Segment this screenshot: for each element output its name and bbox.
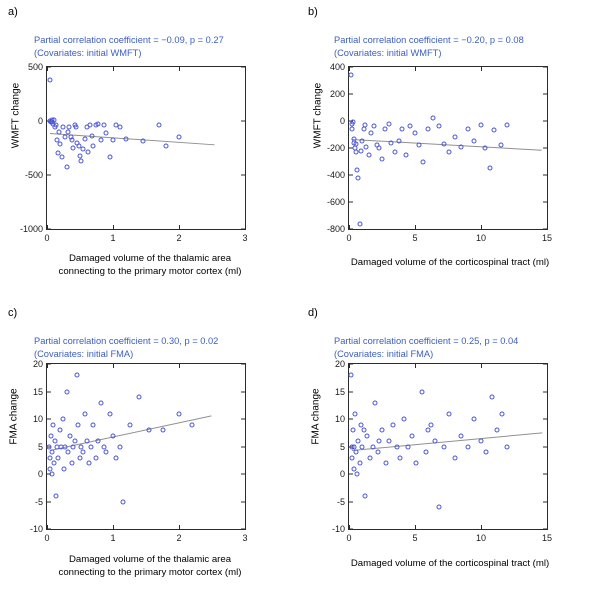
data-point [505, 123, 510, 128]
data-point [107, 154, 112, 159]
data-point [71, 444, 76, 449]
panel-b-y-tick-label: 400 [329, 62, 345, 72]
panel-b-x-axis-label-line1: Damaged volume of the corticospinal tract (ml) [350, 257, 550, 268]
panel-c-x-tick-mark-top [179, 364, 180, 368]
panel-c-x-tick-mark-top [245, 364, 246, 368]
data-point [368, 455, 373, 460]
data-point [356, 175, 361, 180]
panel-b-annotation-line2: (Covariates: initial WMFT) [334, 48, 442, 58]
data-point [465, 127, 470, 132]
data-point [465, 444, 470, 449]
panel-b-y-axis-label: WMFT change [312, 82, 324, 149]
data-point [472, 139, 477, 144]
panel-c-y-tick-label: 20 [32, 359, 43, 369]
data-point [111, 433, 116, 438]
data-point [380, 428, 385, 433]
data-point [58, 142, 63, 147]
panel-b-y-tick-label: 200 [329, 89, 345, 99]
panel-a-annotation [34, 34, 296, 60]
data-point [428, 422, 433, 427]
data-point [370, 444, 375, 449]
panel-b-y-tick-mark-right [543, 94, 547, 95]
data-point [79, 158, 84, 163]
data-point [398, 455, 403, 460]
panel-b-x-tick-mark-top [415, 67, 416, 71]
data-point [442, 444, 447, 449]
panel-a-letter: a) [8, 6, 18, 18]
data-point [56, 455, 61, 460]
panel-d-y-tick-mark-right [543, 419, 547, 420]
data-point [386, 439, 391, 444]
panel-d-letter: d) [308, 307, 318, 319]
data-point [52, 439, 57, 444]
data-point [76, 422, 81, 427]
panel-a-x-tick-mark-top [245, 67, 246, 71]
data-point [350, 428, 355, 433]
panel-a-y-tick-mark-right [241, 175, 245, 176]
data-point [50, 422, 55, 427]
panel-c-y-tick-label: 15 [32, 386, 43, 397]
data-point [479, 123, 484, 128]
panel-d-x-tick-label: 10 [475, 533, 487, 543]
panel-c-annotation-line1: Partial correlation coefficient = 0.30, p = 0.02 [34, 336, 219, 346]
data-point [177, 135, 182, 140]
data-point [373, 400, 378, 405]
panel-c-plot-area [29, 359, 248, 543]
panel-d-y-tick-label: 20 [334, 359, 345, 369]
data-point [482, 146, 487, 151]
data-point [91, 144, 96, 149]
panel-c-y-tick-label: 0 [37, 469, 43, 479]
data-point [413, 131, 418, 136]
panel-d-annotation-line1: Partial correlation coefficient = 0.25, p = 0.04 [334, 336, 519, 346]
panel-a-x-tick-mark-top [113, 67, 114, 71]
panel-d-y-tick-mark [349, 474, 353, 475]
data-point [364, 144, 369, 149]
panel-a-x-tick-mark-top [179, 67, 180, 71]
panel-d [300, 301, 600, 601]
panel-c-y-tick-mark [47, 391, 51, 392]
data-point [91, 422, 96, 427]
panel-a-x-tick-label: 2 [176, 233, 182, 243]
data-point [87, 123, 92, 128]
data-point [157, 122, 162, 127]
panel-d-x-axis-label-line1: Damaged volume of the corticospinal tract (ml) [350, 558, 550, 569]
data-point [377, 146, 382, 151]
data-point [380, 156, 385, 161]
panel-d-y-tick-label: 0 [339, 469, 345, 479]
data-point [386, 122, 391, 127]
data-point [377, 439, 382, 444]
data-point [452, 455, 457, 460]
data-point [57, 428, 62, 433]
panel-b-y-tick-mark-right [543, 121, 547, 122]
panel-d-y-tick-mark [349, 501, 353, 502]
panel-b-y-tick-mark [349, 202, 353, 203]
data-point [101, 123, 106, 128]
panel-b-y-tick-label: -800 [326, 224, 345, 234]
data-point [431, 116, 436, 121]
panel-a-plot-area [19, 62, 248, 243]
panel-b-y-tick-mark-right [543, 148, 547, 149]
data-point [70, 461, 75, 466]
panel-a-annotation-line2: (Covariates: initial WMFT) [34, 48, 142, 58]
data-point [410, 433, 415, 438]
panel-c-x-tick-label: 0 [44, 533, 50, 543]
data-point [51, 461, 56, 466]
panel-c [0, 301, 300, 601]
data-point [78, 455, 83, 460]
data-point [62, 135, 67, 140]
data-point [350, 455, 355, 460]
panel-d-x-tick-label: 0 [346, 533, 352, 543]
data-point [505, 444, 510, 449]
data-point [78, 153, 83, 158]
data-point [56, 130, 61, 135]
data-point [376, 450, 381, 455]
data-point [64, 389, 69, 394]
panel-a-x-tick-label: 3 [242, 233, 248, 243]
data-point [362, 123, 367, 128]
data-point [140, 138, 145, 143]
panel-a-annotation-line1: Partial correlation coefficient = −0.09, p = 0.27 [34, 35, 224, 45]
data-point [147, 428, 152, 433]
data-point [160, 428, 165, 433]
panel-d-annotation-line2: (Covariates: initial FMA) [334, 349, 434, 359]
data-point [406, 444, 411, 449]
panel-b-x-tick-label: 0 [346, 233, 352, 243]
data-point [383, 461, 388, 466]
panel-c-x-axis-label [10, 553, 290, 579]
panel-d-x-tick-label: 5 [412, 533, 418, 543]
panel-c-x-tick-label: 1 [110, 533, 116, 543]
data-point [498, 143, 503, 148]
data-point [117, 444, 122, 449]
panel-c-x-tick-label: 3 [242, 533, 248, 543]
data-point [447, 150, 452, 155]
data-point [397, 139, 402, 144]
panel-b [300, 0, 600, 300]
data-point [382, 127, 387, 132]
data-point [362, 494, 367, 499]
data-point [93, 455, 98, 460]
data-point [472, 417, 477, 422]
panel-b-y-tick-label: 0 [339, 116, 345, 126]
panel-b-y-tick-label: -600 [326, 197, 345, 207]
data-point [358, 148, 363, 153]
data-point [414, 461, 419, 466]
data-point [353, 450, 358, 455]
panel-d-x-tick-label: 15 [541, 533, 553, 543]
panel-c-x-axis-label-line1: Damaged volume of the thalamic area [68, 554, 232, 565]
panel-d-y-tick-label: -10 [331, 524, 345, 534]
data-point [190, 422, 195, 427]
data-point [104, 450, 109, 455]
data-point [99, 400, 104, 405]
data-point [79, 444, 84, 449]
data-point [59, 154, 64, 159]
data-point [354, 141, 359, 146]
data-point [399, 127, 404, 132]
data-point [369, 131, 374, 136]
panel-b-annotation-line1: Partial correlation coefficient = −0.20, p = 0.08 [334, 35, 524, 45]
data-point [489, 395, 494, 400]
panel-d-y-tick-mark-right [543, 446, 547, 447]
data-point [452, 135, 457, 140]
data-point [96, 122, 101, 127]
data-point [74, 373, 79, 378]
panel-c-y-tick-label: -5 [34, 496, 43, 507]
data-point [50, 450, 55, 455]
data-point [66, 129, 71, 134]
panel-c-x-axis-label-line2: connecting to the primary motor cortex (ml) [58, 567, 242, 578]
data-point [67, 125, 72, 130]
panel-d-x-tick-mark-top [547, 364, 548, 368]
data-point [420, 159, 425, 164]
data-point [354, 472, 359, 477]
data-point [350, 127, 355, 132]
data-point [352, 411, 357, 416]
data-point [68, 433, 73, 438]
panel-a-y-tick-label: -500 [24, 170, 43, 180]
panel-b-x-tick-mark-top [349, 67, 350, 71]
panel-a [0, 0, 300, 300]
data-point [63, 444, 68, 449]
data-point [96, 439, 101, 444]
panel-c-y-tick-mark-right [241, 501, 245, 502]
panel-d-y-tick-mark-right [543, 474, 547, 475]
data-point [407, 123, 412, 128]
panel-a-x-axis-label [10, 252, 290, 278]
panel-c-letter: c) [8, 307, 18, 319]
panel-b-annotation [334, 34, 596, 60]
panel-b-y-tick-mark-right [543, 202, 547, 203]
data-point [117, 125, 122, 130]
data-point [163, 143, 168, 148]
data-point [426, 127, 431, 132]
data-point [86, 461, 91, 466]
data-point [85, 150, 90, 155]
data-point [357, 221, 362, 226]
panel-c-y-axis-label: FMA change [8, 388, 20, 445]
panel-c-y-tick-mark-right [241, 391, 245, 392]
data-point [137, 395, 142, 400]
panel-b-plot-area [326, 62, 553, 243]
panel-a-y-axis-label: WMFT change [10, 82, 22, 149]
data-point [71, 146, 76, 151]
data-point [416, 143, 421, 148]
data-point [442, 141, 447, 146]
data-point [348, 373, 353, 378]
panel-b-x-tick-label: 15 [541, 233, 553, 243]
panel-a-x-tick-label: 0 [44, 233, 50, 243]
data-point [49, 472, 54, 477]
data-point [358, 422, 363, 427]
data-point [366, 152, 371, 157]
panel-c-annotation-line2: (Covariates: initial FMA) [34, 349, 134, 359]
panel-a-x-tick-label: 1 [110, 233, 116, 243]
data-point [360, 444, 365, 449]
panel-c-y-tick-mark-right [241, 474, 245, 475]
data-point [432, 439, 437, 444]
panel-b-x-tick-label: 5 [412, 233, 418, 243]
data-point [393, 150, 398, 155]
panel-a-x-axis-label-line1: Damaged volume of the thalamic area [68, 253, 232, 264]
data-point [356, 439, 361, 444]
data-point [459, 144, 464, 149]
panel-d-y-axis-label: FMA change [310, 388, 322, 445]
data-point [492, 128, 497, 133]
data-point [72, 439, 77, 444]
data-point [459, 433, 464, 438]
panel-d-y-tick-mark [349, 391, 353, 392]
panel-b-y-tick-label: -400 [326, 170, 345, 180]
panel-a-y-tick-label: -1000 [19, 224, 43, 234]
data-point [484, 450, 489, 455]
panel-d-y-tick-label: 10 [334, 414, 345, 424]
data-point [120, 499, 125, 504]
panel-c-annotation [34, 335, 296, 361]
panel-b-x-axis-label [310, 256, 590, 269]
data-point [70, 138, 75, 143]
panel-a-x-axis-label-line2: connecting to the primary motor cortex (ml) [58, 266, 242, 277]
panel-b-y-tick-mark [349, 94, 353, 95]
data-point [48, 77, 53, 82]
panel-d-y-tick-label: 5 [339, 441, 345, 452]
panel-b-y-tick-label: -200 [326, 143, 345, 153]
data-point [390, 422, 395, 427]
data-point [403, 152, 408, 157]
panel-d-x-axis-label [310, 557, 590, 570]
panel-a-y-tick-label: 500 [27, 62, 43, 72]
panel-c-y-tick-mark-right [241, 419, 245, 420]
panel-c-y-tick-label: 10 [32, 414, 43, 424]
panel-c-y-tick-label: 5 [37, 441, 43, 452]
panel-c-y-tick-mark [47, 419, 51, 420]
panel-a-y-tick-label: 0 [37, 116, 43, 126]
data-point [372, 124, 377, 129]
data-point [83, 411, 88, 416]
panel-d-x-tick-mark-top [481, 364, 482, 368]
data-point [348, 73, 353, 78]
panel-c-y-tick-mark [47, 501, 51, 502]
panel-d-y-tick-label: 15 [334, 386, 345, 397]
data-point [350, 120, 355, 125]
data-point [177, 411, 182, 416]
panel-d-y-tick-mark-right [543, 501, 547, 502]
panel-c-y-tick-mark-right [241, 446, 245, 447]
panel-a-x-tick-mark-top [47, 67, 48, 71]
panel-d-x-tick-mark-top [349, 364, 350, 368]
data-point [389, 141, 394, 146]
data-point [89, 133, 94, 138]
panel-d-annotation [334, 335, 596, 361]
data-point [394, 444, 399, 449]
data-point [64, 165, 69, 170]
panel-b-y-tick-mark-right [543, 175, 547, 176]
data-point [353, 150, 358, 155]
data-point [62, 466, 67, 471]
data-point [494, 428, 499, 433]
data-point [423, 450, 428, 455]
panel-b-x-tick-mark-top [481, 67, 482, 71]
data-point [107, 411, 112, 416]
panel-d-x-tick-mark-top [415, 364, 416, 368]
data-point [488, 166, 493, 171]
panel-b-x-tick-mark-top [547, 67, 548, 71]
data-point [500, 411, 505, 416]
data-point [53, 123, 58, 128]
data-point [352, 444, 357, 449]
data-point [354, 167, 359, 172]
data-point [124, 136, 129, 141]
panel-b-x-tick-label: 10 [475, 233, 487, 243]
data-point [60, 417, 65, 422]
data-point [81, 450, 86, 455]
panel-c-x-tick-mark-top [113, 364, 114, 368]
data-point [357, 461, 362, 466]
data-point [351, 466, 356, 471]
data-point [127, 422, 132, 427]
data-point [114, 455, 119, 460]
panel-c-x-tick-mark-top [47, 364, 48, 368]
panel-a-y-tick-mark-right [241, 121, 245, 122]
data-point [360, 139, 365, 144]
data-point [48, 433, 53, 438]
panel-b-y-tick-mark [349, 175, 353, 176]
panel-b-letter: b) [308, 6, 318, 18]
data-point [83, 137, 88, 142]
panel-c-y-tick-label: -10 [29, 524, 43, 534]
data-point [88, 444, 93, 449]
data-point [60, 125, 65, 130]
data-point [361, 428, 366, 433]
panel-d-plot-area [331, 359, 553, 543]
panel-a-y-tick-mark [47, 175, 51, 176]
data-point [84, 439, 89, 444]
data-point [426, 428, 431, 433]
data-point [101, 444, 106, 449]
data-point [419, 389, 424, 394]
data-point [48, 466, 53, 471]
data-point [436, 505, 441, 510]
data-point [402, 417, 407, 422]
data-point [47, 455, 52, 460]
data-point [447, 411, 452, 416]
data-point [53, 494, 58, 499]
data-point [479, 439, 484, 444]
data-point [99, 137, 104, 142]
data-point [46, 444, 51, 449]
panel-d-y-tick-mark [349, 419, 353, 420]
data-point [104, 130, 109, 135]
data-point [111, 138, 116, 143]
data-point [66, 450, 71, 455]
panel-d-y-tick-label: -5 [336, 496, 345, 507]
data-point [51, 117, 56, 122]
data-point [436, 124, 441, 129]
data-point [365, 433, 370, 438]
panel-c-x-tick-label: 2 [176, 533, 182, 543]
data-point [74, 124, 79, 129]
panel-d-y-tick-mark-right [543, 391, 547, 392]
